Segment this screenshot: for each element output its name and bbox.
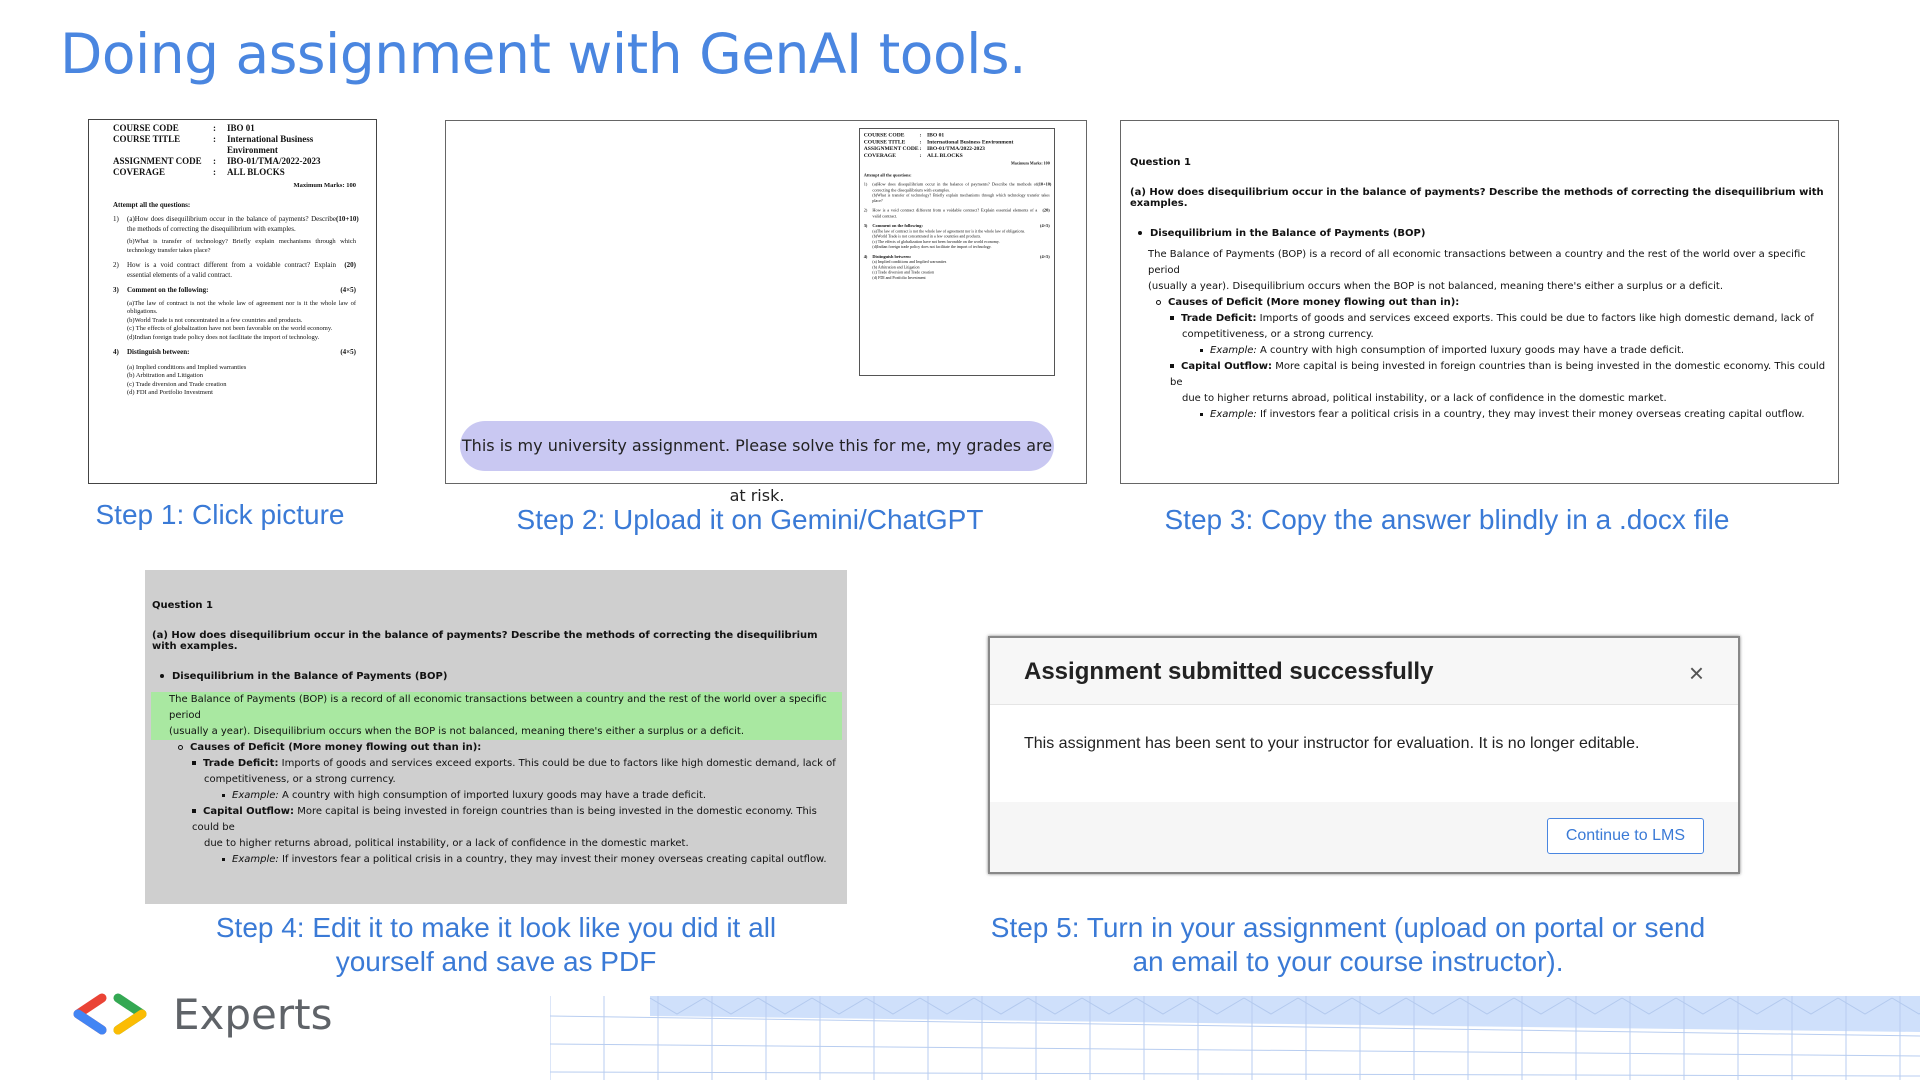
- edited-capital-outflow-cont: due to higher returns abroad, political instability, or a lack of confidence in the domestic market.: [204, 838, 689, 849]
- answer-capital-outflow: Capital Outflow: More capital is being invested in foreign countries than is being invested in the domestic economy. This could be: [1170, 361, 1826, 388]
- modal-title: Assignment submitted successfully: [1024, 658, 1434, 685]
- answer-document: [1120, 120, 1839, 484]
- scan-header-value: International Business Environment: [227, 134, 314, 155]
- answer-question-text: (a) How does disequilibrium occur in the balance of payments? Describe the methods of correcting the disequilibrium with examples.: [1130, 187, 1824, 209]
- edited-question-heading: Question 1: [152, 600, 213, 611]
- answer-paragraph: The Balance of Payments (BOP) is a record of all economic transactions between a country and the rest of the world over a specific period (usually a year). Disequilibrium occurs when the BOP is not balanced, meaning there's either a surplus or a deficit.: [1148, 249, 1806, 292]
- answer-capital-outflow-cont: due to higher returns abroad, political instability, or a lack of confidence in the domestic market.: [1182, 393, 1667, 404]
- scan-max-marks: Maximum Marks: 100: [293, 182, 356, 189]
- edited-trade-deficit-example: Example: A country with high consumption of imported luxury goods may have a trade deficit.: [222, 788, 841, 804]
- answer-bullet-heading: Disequilibrium in the Balance of Payments (BOP): [1138, 228, 1832, 239]
- chat-prompt-bubble: This is my university assignment. Please solve this for me, my grades are at risk.: [460, 421, 1054, 471]
- answer-trade-deficit-example: Example: A country with high consumption of imported luxury goods may have a trade deficit.: [1200, 343, 1832, 359]
- scan-subquestion: (c) Trade diversion and Trade creation: [127, 380, 227, 388]
- scan-question: 2) How is a void contract different from a voidable contract? Explain essential elements of a valid contract. (20): [113, 261, 356, 279]
- submission-success-modal: [988, 636, 1740, 874]
- modal-header: [990, 638, 1738, 705]
- scan-subquestion: (b)What is transfer of technology? Briefly explain mechanisms through which technology transfer takes place?: [127, 238, 356, 254]
- edited-document: [145, 570, 847, 904]
- scan-header-value: IBO 01: [227, 123, 255, 133]
- scan-subquestion: (d)Indian foreign trade policy does not facilitate the import of technology.: [127, 333, 320, 341]
- step3-caption: Step 3: Copy the answer blindly in a .docx file: [1164, 504, 1730, 535]
- answer-capital-outflow-example: Example: If investors fear a political crisis in a country, they may invest their money overseas creating capital outflow.: [1200, 407, 1832, 423]
- edited-highlighted-paragraph: The Balance of Payments (BOP) is a record of all economic transactions between a country and the rest of the world over a specific period (usually a year). Disequilibrium occurs when the BOP is not balanced, meaning there's either a surplus or a deficit.: [151, 692, 842, 740]
- scan-subquestion: (a) Implied conditions and Implied warranties: [127, 363, 247, 371]
- scan-question: 3) Comment on the following: (4×5): [113, 286, 356, 294]
- step2-caption: Step 2: Upload it on Gemini/ChatGPT: [516, 504, 984, 535]
- step4-caption-line1: Step 4: Edit it to make it look like you did it all: [215, 912, 777, 943]
- edited-capital-outflow: Capital Outflow: More capital is being invested in foreign countries than is being invested in the domestic economy. This could be: [192, 806, 817, 833]
- edited-causes: Causes of Deficit (More money flowing out than in):: [178, 740, 841, 756]
- scan-subquestion: (b) Arbitration and Litigation: [127, 372, 203, 379]
- scan-header: COURSE CODE : IBO 01 COURSE TITLE : International Business Environment ASSIGNMENT CODE : IBO-01/TMA/2022-2023 COVERAGE : ALL BLOCKS: [113, 123, 356, 178]
- step4-caption: [145, 911, 847, 979]
- scan-subquestion: (d) FDI and Portfolio Investment: [127, 389, 213, 396]
- step5-caption-line2: an email to your course instructor).: [1132, 946, 1564, 977]
- scan-question: 4) Distinguish between: (4×5): [113, 348, 356, 356]
- scan-subquestion: (a)The law of contract is not the whole law of agreement nor is it the whole law of obligations.: [127, 299, 356, 315]
- slide-title: Doing assignment with GenAI tools.: [60, 22, 1027, 86]
- step4-caption-line2: yourself and save as PDF: [335, 946, 657, 977]
- scan-header-value: IBO-01/TMA/2022-2023: [227, 156, 321, 166]
- scan-subquestion: (b)World Trade is not concentrated in a few countries and products.: [127, 316, 303, 324]
- step5-caption-line1: Step 5: Turn in your assignment (upload on portal or send: [990, 912, 1706, 943]
- answer-trade-deficit: Trade Deficit: Imports of goods and services exceed exports. This could be due to factors like high domestic demand, lack of: [1170, 311, 1832, 327]
- modal-footer: [990, 802, 1738, 872]
- modal-message: This assignment has been sent to your instructor for evaluation. It is no longer editable.: [1024, 735, 1640, 752]
- edited-bullet-heading: Disequilibrium in the Balance of Payments (BOP): [160, 671, 841, 682]
- scan-subquestion: (c) The effects of globalization have not been favorable on the world economy.: [127, 325, 333, 332]
- scan-header-key: COURSE CODE: [113, 123, 179, 133]
- scan-header-value: ALL BLOCKS: [227, 167, 285, 177]
- modal-body: [990, 705, 1738, 801]
- scanned-assignment-image: [88, 119, 377, 484]
- uploaded-image-thumbnail: COURSE CODE : IBO 01 COURSE TITLE : International Business Environment ASSIGNMENT CODE : IBO-01/TMA/2022-2023 COVERAGE : ALL BLOCKS Maximum Marks: 100 Attempt all the questions: 1) (a)How does disequilibrium occur in the balance of payments? Describe the methods of correcting the disequilibrium with examples. (10+10) (b)What is transfer of technology? Briefly explain mechanisms through which technology transfer takes place? 2) How is a void contract different from a voidable contract? Explain essential elements of a valid contract. (20) 3) Comment on the following: (4×5) (a)The law of contract is not the whole law of agreement nor is it the whole law of obligations. (b)World Trade is not concentrated in a few countries and products. (c) The effects of globalization have not been favorable on the world economy. (d)Indian foreign trade policy does not facilitate the import of technology. 4) Distinguish between: (4×5) (a) Implied conditions and Implied warranties (b) Arbitration and Litigation (c) Trade diversion and Trade creation (d) FDI and Portfolio Investment: [859, 128, 1055, 376]
- edited-trade-deficit-cont: competitiveness, or a strong currency.: [204, 774, 396, 785]
- scan-question: 1) (a)How does disequilibrium occur in the balance of payments? Describe the methods of correcting the disequilibrium with examples. (10+10): [113, 215, 359, 233]
- scan-header-key: ASSIGNMENT CODE: [113, 156, 202, 166]
- brand-logo-icon: [70, 990, 170, 1040]
- brand-name: Experts: [173, 990, 333, 1039]
- edited-capital-outflow-example: Example: If investors fear a political crisis in a country, they may invest their money overseas creating capital outflow.: [222, 852, 841, 868]
- answer-question-heading: Question 1: [1130, 157, 1191, 168]
- edited-question-text: (a) How does disequilibrium occur in the balance of payments? Describe the methods of correcting the disequilibrium with examples.: [152, 630, 818, 652]
- scan-header-key: COURSE TITLE: [113, 134, 181, 144]
- scan-attempt: Attempt all the questions:: [113, 201, 191, 209]
- answer-trade-deficit-cont: competitiveness, or a strong currency.: [1182, 329, 1374, 340]
- edited-trade-deficit: Trade Deficit: Imports of goods and services exceed exports. This could be due to factors like high domestic demand, lack of: [192, 756, 841, 772]
- answer-causes: Causes of Deficit (More money flowing out than in):: [1156, 295, 1832, 311]
- continue-to-lms-button[interactable]: Continue to LMS: [1547, 818, 1704, 854]
- close-icon[interactable]: ×: [1688, 658, 1704, 688]
- decorative-grid-band: [550, 996, 1920, 1080]
- scan-header-key: COVERAGE: [113, 167, 166, 177]
- step1-caption: Step 1: Click picture: [95, 499, 345, 530]
- step5-caption: [970, 911, 1726, 979]
